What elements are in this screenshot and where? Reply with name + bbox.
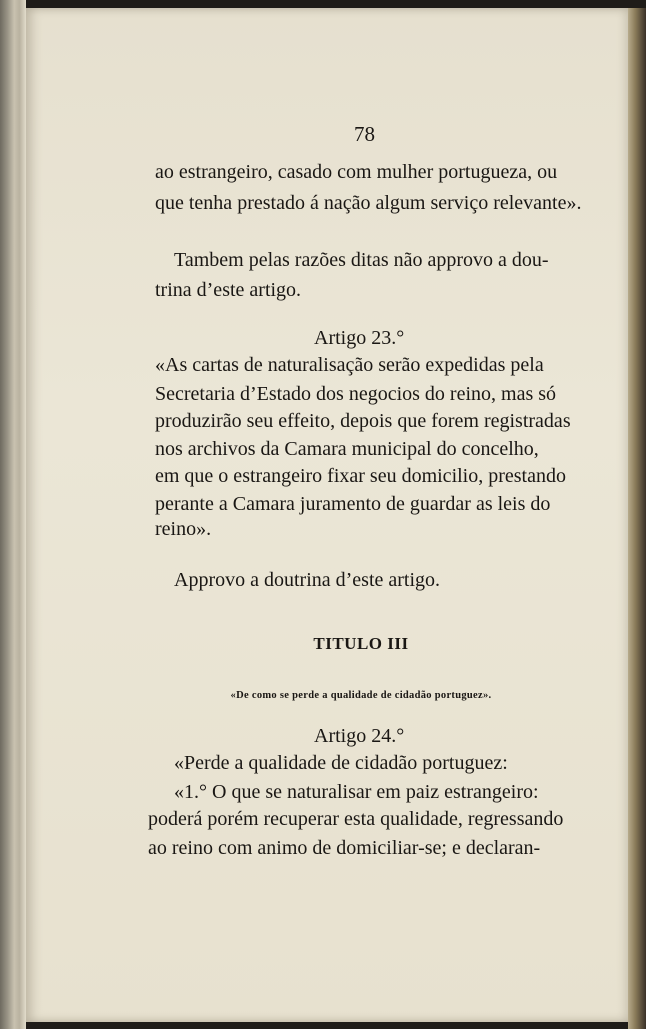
paragraph-line: «1.° O que se naturalisar em paiz estrangeiro: (174, 781, 539, 803)
text-line: que tenha prestado á nação algum serviço relevante». (155, 192, 582, 214)
text-line: trina d’este artigo. (155, 279, 302, 301)
text-line: ao estrangeiro, casado com mulher portugueza, ou (155, 161, 558, 183)
text-line: reino». (155, 518, 212, 540)
text-line: ao reino com animo de domiciliar-se; e declaran- (148, 837, 541, 859)
paragraph-line: Approvo a doutrina d’este artigo. (174, 569, 441, 591)
text-line: produzirão seu effeito, depois que forem registradas (155, 410, 571, 432)
book-page (26, 8, 628, 1022)
article-heading: Artigo 23.° (314, 327, 405, 349)
text-line: em que o estrangeiro fixar seu domicilio, prestando (155, 465, 566, 487)
text-line: poderá porém recuperar esta qualidade, regressando (148, 808, 564, 830)
page-number: 78 (354, 122, 375, 146)
text-line: perante a Camara juramento de guardar as leis do (155, 493, 551, 515)
title-heading: TITULO III (313, 634, 409, 653)
text-line: «As cartas de naturalisação serão expedidas pela (155, 354, 544, 376)
text-line: nos archivos da Camara municipal do concelho, (155, 438, 539, 460)
paragraph-line: Tambem pelas razões ditas não approvo a dou- (174, 249, 549, 271)
article-heading: Artigo 24.° (314, 725, 405, 747)
title-subheading: «De como se perde a qualidade de cidadão portuguez». (230, 690, 492, 701)
left-page-edges (0, 0, 26, 1029)
paragraph-line: «Perde a qualidade de cidadão portuguez: (174, 752, 508, 774)
right-page-edge (628, 8, 646, 1029)
text-line: Secretaria d’Estado dos negocios do reino, mas só (155, 383, 557, 405)
